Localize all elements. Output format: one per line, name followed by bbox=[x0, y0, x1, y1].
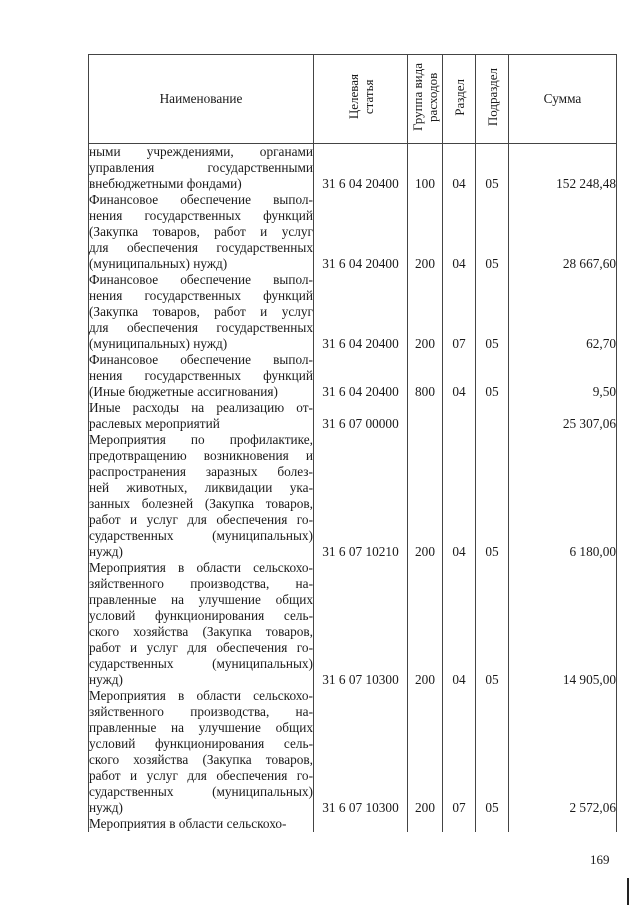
row-name bbox=[89, 816, 314, 832]
row-subsection: 05 bbox=[476, 560, 509, 688]
name-line: для обеспечения государственных bbox=[89, 320, 313, 335]
row-group: 200 bbox=[408, 688, 443, 816]
row-section: 04 bbox=[443, 144, 476, 193]
header-section: Раздел bbox=[443, 55, 476, 144]
row-section: 04 bbox=[443, 432, 476, 560]
row-code bbox=[314, 816, 408, 832]
name-line: Мероприятия по профилактике, bbox=[89, 432, 313, 447]
name-line: распространения заразных болез- bbox=[89, 464, 313, 479]
row-group: 200 bbox=[408, 432, 443, 560]
row-name bbox=[89, 352, 314, 400]
table-row bbox=[89, 400, 617, 432]
table-row bbox=[89, 560, 617, 688]
row-code: 31 6 04 20400 bbox=[314, 144, 408, 193]
row-code: 31 6 04 20400 bbox=[314, 352, 408, 400]
header-name: Наименование bbox=[89, 55, 314, 144]
table-row bbox=[89, 816, 617, 832]
name-line: ского хозяйства (Закупка товаров, bbox=[89, 752, 313, 767]
scan-edge-mark bbox=[627, 878, 629, 905]
row-name bbox=[89, 688, 314, 816]
name-line: ского хозяйства (Закупка товаров, bbox=[89, 624, 313, 639]
name-line: управления государственными bbox=[89, 160, 313, 175]
name-line: для обеспечения государственных bbox=[89, 240, 313, 255]
table-row bbox=[89, 352, 617, 400]
name-line: нужд) bbox=[89, 544, 123, 559]
name-line: зяйственного производства, на- bbox=[89, 704, 313, 719]
name-line: Мероприятия в области сельскохо- bbox=[89, 688, 313, 703]
name-line: Финансовое обеспечение выпол- bbox=[89, 192, 313, 207]
row-code: 31 6 04 20400 bbox=[314, 192, 408, 272]
row-name bbox=[89, 192, 314, 272]
header-subsection: Подраздел bbox=[476, 55, 509, 144]
name-line: (Иные бюджетные ассигнования) bbox=[89, 384, 278, 399]
budget-table bbox=[88, 54, 617, 832]
row-name bbox=[89, 144, 314, 193]
name-line: (Закупка товаров, работ и услуг bbox=[89, 224, 313, 239]
header-group: Группа вида расходов bbox=[408, 55, 443, 144]
table-row bbox=[89, 272, 617, 352]
name-line: раслевых мероприятий bbox=[89, 416, 220, 431]
row-subsection: 05 bbox=[476, 352, 509, 400]
name-line: нужд) bbox=[89, 672, 123, 687]
row-code: 31 6 04 20400 bbox=[314, 272, 408, 352]
name-line: сударственных (муниципальных) bbox=[89, 656, 313, 671]
row-sum: 152 248,48 bbox=[509, 144, 617, 193]
name-line: нения государственных функций bbox=[89, 288, 313, 303]
row-code: 31 6 07 00000 bbox=[314, 400, 408, 432]
row-sum: 28 667,60 bbox=[509, 192, 617, 272]
row-subsection: 05 bbox=[476, 144, 509, 193]
table-row bbox=[89, 144, 617, 193]
name-line: Иные расходы на реализацию от- bbox=[89, 400, 313, 415]
row-sum: 25 307,06 bbox=[509, 400, 617, 432]
name-line: работ и услуг для обеспечения го- bbox=[89, 768, 313, 783]
row-group: 200 bbox=[408, 560, 443, 688]
name-line: условий функционирования сель- bbox=[89, 608, 313, 623]
table-row bbox=[89, 192, 617, 272]
row-subsection: 05 bbox=[476, 432, 509, 560]
row-sum: 2 572,06 bbox=[509, 688, 617, 816]
name-line: Мероприятия в области сельскохо- bbox=[89, 816, 287, 831]
name-line: Финансовое обеспечение выпол- bbox=[89, 352, 313, 367]
row-sum: 9,50 bbox=[509, 352, 617, 400]
row-section: 04 bbox=[443, 560, 476, 688]
row-name bbox=[89, 400, 314, 432]
table-body bbox=[89, 144, 617, 833]
table-header bbox=[89, 55, 617, 144]
name-line: нужд) bbox=[89, 800, 123, 815]
name-line: предотвращению возникновения и bbox=[89, 448, 313, 463]
name-line: нения государственных функций bbox=[89, 368, 313, 383]
row-subsection: 05 bbox=[476, 272, 509, 352]
row-subsection bbox=[476, 400, 509, 432]
name-line: внебюджетными фондами) bbox=[89, 176, 242, 191]
name-line: (муниципальных) нужд) bbox=[89, 336, 228, 351]
row-name bbox=[89, 560, 314, 688]
row-code: 31 6 07 10210 bbox=[314, 432, 408, 560]
name-line: работ и услуг для обеспечения го- bbox=[89, 512, 313, 527]
name-line: занных болезней (Закупка товаров, bbox=[89, 496, 313, 511]
row-code: 31 6 07 10300 bbox=[314, 688, 408, 816]
name-line: сударственных (муниципальных) bbox=[89, 528, 313, 543]
row-group bbox=[408, 816, 443, 832]
row-group bbox=[408, 400, 443, 432]
row-section: 04 bbox=[443, 192, 476, 272]
name-line: ней животных, ликвидации ука- bbox=[89, 480, 313, 495]
row-group: 200 bbox=[408, 272, 443, 352]
name-line: правленные на улучшение общих bbox=[89, 720, 313, 735]
row-group: 800 bbox=[408, 352, 443, 400]
name-line: условий функционирования сель- bbox=[89, 736, 313, 751]
row-name bbox=[89, 432, 314, 560]
row-code: 31 6 07 10300 bbox=[314, 560, 408, 688]
row-section bbox=[443, 816, 476, 832]
row-section: 07 bbox=[443, 272, 476, 352]
name-line: зяйственного производства, на- bbox=[89, 576, 313, 591]
header-code: Целевая статья bbox=[314, 55, 408, 144]
row-sum: 62,70 bbox=[509, 272, 617, 352]
header-sum: Сумма bbox=[509, 55, 617, 144]
row-sum: 6 180,00 bbox=[509, 432, 617, 560]
table-row bbox=[89, 688, 617, 816]
row-subsection: 05 bbox=[476, 688, 509, 816]
table-row bbox=[89, 432, 617, 560]
row-group: 200 bbox=[408, 192, 443, 272]
row-subsection bbox=[476, 816, 509, 832]
name-line: Мероприятия в области сельскохо- bbox=[89, 560, 313, 575]
name-line: Финансовое обеспечение выпол- bbox=[89, 272, 313, 287]
name-line: правленные на улучшение общих bbox=[89, 592, 313, 607]
row-section: 07 bbox=[443, 688, 476, 816]
row-section bbox=[443, 400, 476, 432]
row-sum: 14 905,00 bbox=[509, 560, 617, 688]
row-name bbox=[89, 272, 314, 352]
row-section: 04 bbox=[443, 352, 476, 400]
name-line: (муниципальных) нужд) bbox=[89, 256, 228, 271]
name-line: нения государственных функций bbox=[89, 208, 313, 223]
name-line: сударственных (муниципальных) bbox=[89, 784, 313, 799]
row-subsection: 05 bbox=[476, 192, 509, 272]
name-line: ными учреждениями, органами bbox=[89, 144, 313, 159]
name-line: работ и услуг для обеспечения го- bbox=[89, 640, 313, 655]
row-group: 100 bbox=[408, 144, 443, 193]
name-line: (Закупка товаров, работ и услуг bbox=[89, 304, 313, 319]
row-sum bbox=[509, 816, 617, 832]
page-number: 169 bbox=[590, 852, 610, 867]
